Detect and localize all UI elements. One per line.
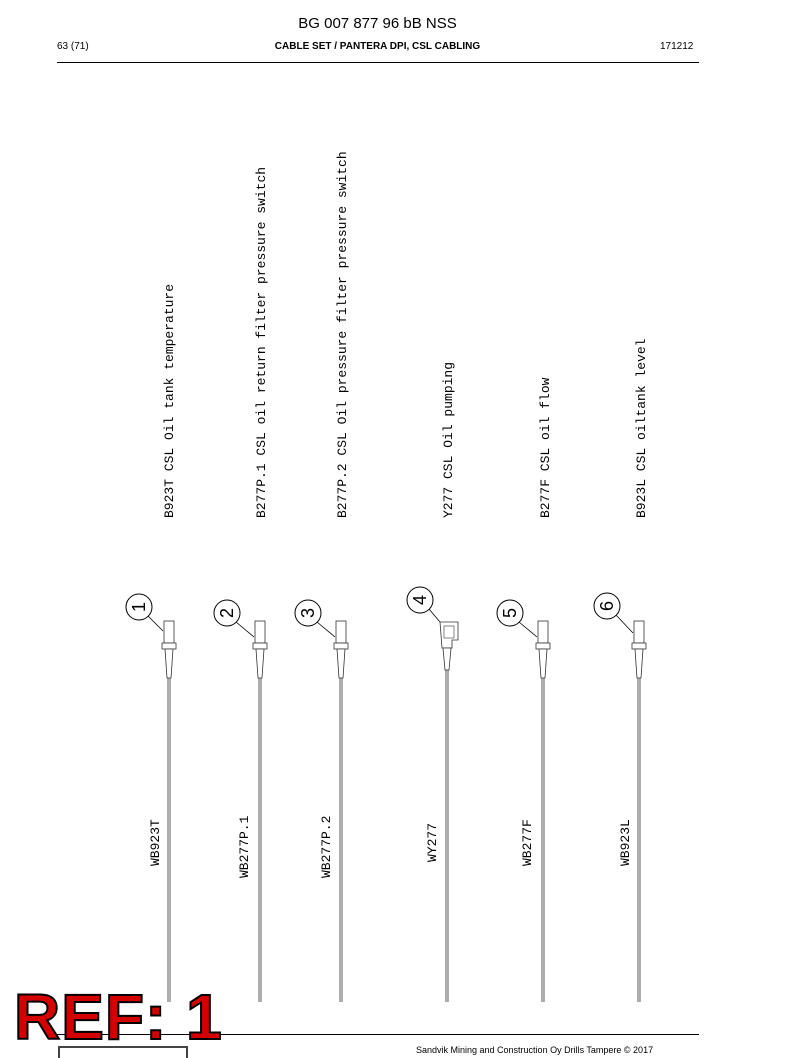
item-number-3: 3 — [298, 607, 318, 619]
cable-code-6: WB923L — [618, 819, 633, 866]
connector-body-1 — [164, 621, 174, 643]
cable-item-2 — [214, 167, 269, 1002]
leader-line-1 — [148, 616, 163, 631]
cable-code-4: WY277 — [425, 822, 440, 862]
cable-item-5 — [497, 377, 553, 1002]
leader-line-6 — [616, 615, 633, 633]
connector-body-3 — [336, 621, 346, 643]
item-number-1: 1 — [129, 601, 149, 613]
connector-nut-2 — [253, 643, 267, 649]
item-label-3: B277P.2 CSL Oil pressure filter pressure switch — [335, 151, 350, 518]
connector-boot-6 — [635, 649, 643, 678]
connector-nut-5 — [536, 643, 550, 649]
cable-code-1: WB923T — [148, 819, 163, 866]
connector-boot-4 — [443, 648, 451, 670]
leader-line-2 — [236, 622, 254, 637]
connector-boot-2 — [256, 649, 264, 678]
item-label-1: B923T CSL Oil tank temperature — [162, 283, 177, 518]
leader-line-3 — [317, 622, 335, 637]
item-label-5: B277F CSL oil flow — [538, 377, 553, 518]
item-number-6: 6 — [597, 600, 617, 612]
cable-item-3 — [295, 151, 350, 1002]
cable-item-6 — [594, 338, 649, 1002]
footer-copyright: Sandvik Mining and Construction Oy Drills Tampere © 2017 — [416, 1045, 654, 1055]
connector-body-6 — [634, 621, 644, 643]
cable-item-1 — [126, 284, 177, 1002]
connector-nut-6 — [632, 643, 646, 649]
document-title: BG 007 877 96 bB NSS — [298, 15, 457, 32]
leader-line-5 — [519, 622, 537, 637]
cable-code-2: WB277P.1 — [237, 815, 252, 878]
item-label-2: B277P.1 CSL oil return filter pressure switch — [254, 166, 269, 518]
leader-line-4 — [429, 609, 440, 622]
connector-body-5 — [538, 621, 548, 643]
item-number-4: 4 — [410, 594, 430, 606]
cable-item-4 — [407, 362, 458, 1002]
item-number-5: 5 — [500, 607, 520, 619]
cable-code-5: WB277F — [520, 819, 535, 866]
connector-boot-3 — [337, 649, 345, 678]
item-label-4: Y277 CSL Oil pumping — [441, 361, 456, 518]
ref-stamp: REF: 1 — [14, 981, 223, 1053]
connector-nut-1 — [162, 643, 176, 649]
connector-nut-3 — [334, 643, 348, 649]
document-date: 171212 — [660, 41, 694, 52]
section-title: CABLE SET / PANTERA DPI, CSL CABLING — [274, 41, 481, 52]
item-number-2: 2 — [217, 607, 237, 619]
connector-boot-5 — [539, 649, 547, 678]
cable-code-3: WB277P.2 — [319, 815, 334, 878]
page-number: 63 (71) — [57, 41, 89, 52]
connector-boot-1 — [165, 649, 173, 678]
item-label-6: B923L CSL oiltank level — [634, 338, 649, 518]
connector-body-2 — [255, 621, 265, 643]
